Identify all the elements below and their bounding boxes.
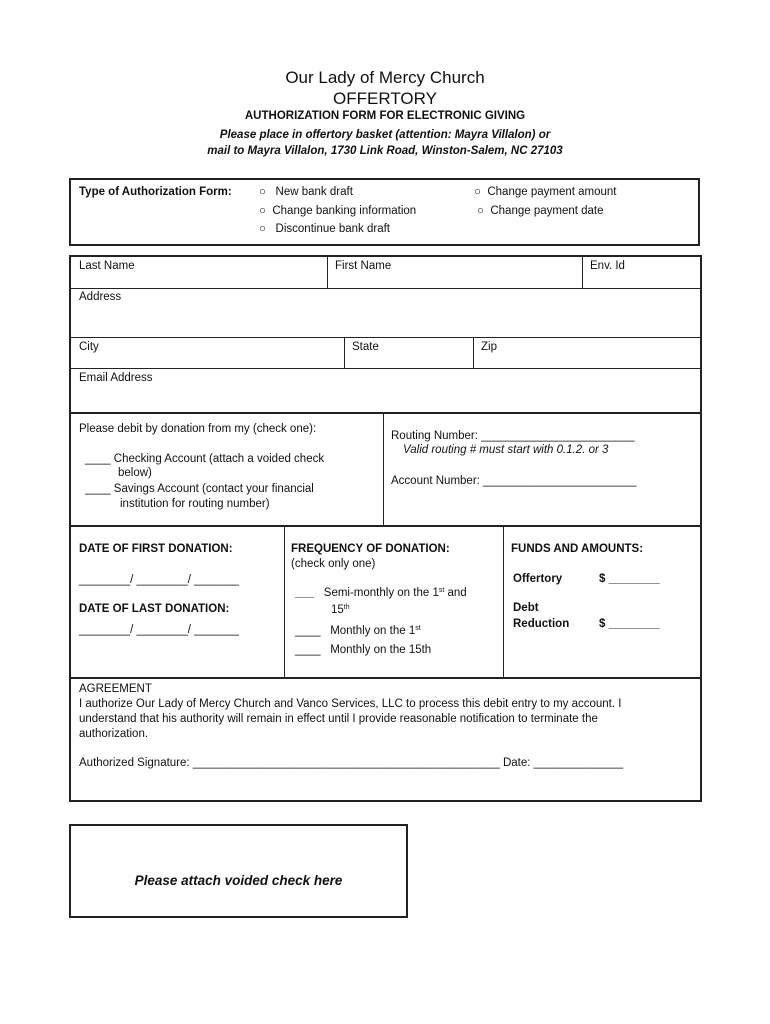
radio-icon: ○	[474, 186, 481, 198]
state-field[interactable]: State	[352, 341, 379, 353]
agreement-line-3: authorization.	[79, 728, 149, 740]
debt-amount[interactable]: $ ________	[599, 618, 660, 630]
agreement-title: AGREEMENT	[79, 683, 152, 695]
address-field[interactable]: Address	[79, 291, 122, 303]
option-label: New bank draft	[275, 186, 353, 198]
discontinue-bank-draft-option[interactable]	[259, 223, 390, 235]
instruction-line-2: mail to Mayra Villalon, 1730 Link Road, Winston-Salem, NC 27103	[207, 145, 563, 157]
monthly-15th-option[interactable]: ____ Monthly on the 15th	[295, 644, 432, 656]
agreement-line-1: I authorize Our Lady of Mercy Church and Vanco Services, LLC to process this debit entry to my account. I	[79, 698, 622, 710]
voided-check-label: Please attach voided check here	[134, 873, 343, 888]
checking-account-option[interactable]: ____ Checking Account (attach a voided check	[85, 453, 325, 465]
frequency-sub: (check only one)	[291, 558, 376, 570]
first-name-field[interactable]: First Name	[335, 260, 392, 272]
city-field[interactable]: City	[79, 341, 99, 353]
signature-line[interactable]: Authorized Signature: ________________________________________________ Date: ______________	[79, 757, 624, 769]
last-name-field[interactable]: Last Name	[79, 260, 135, 272]
option-label: Change banking information	[272, 205, 417, 217]
semi-monthly-15th: 15th	[331, 604, 350, 616]
routing-number-field[interactable]: Routing Number: ________________________	[391, 430, 635, 442]
church-name: Our Lady of Mercy Church	[285, 68, 485, 87]
new-bank-draft-option[interactable]	[259, 186, 353, 198]
option-label: Change payment amount	[487, 186, 617, 198]
semi-monthly-option[interactable]: ___ Semi-monthly on the 1st and	[295, 587, 467, 599]
monthly-1st-option[interactable]: ____ Monthly on the 1st	[295, 625, 421, 637]
frequency-label: FREQUENCY OF DONATION:	[291, 543, 450, 555]
debt-label-2: Reduction	[513, 618, 570, 630]
last-donation-date[interactable]: ________/ ________/ _______	[79, 624, 239, 636]
debit-prompt: Please debit by donation from my (check one):	[79, 423, 317, 435]
voided-check-box	[69, 824, 408, 918]
first-donation-date[interactable]: ________/ ________/ _______	[79, 574, 239, 586]
debt-label-1: Debt	[513, 602, 539, 614]
change-payment-date-option[interactable]	[477, 205, 604, 217]
radio-icon: ○	[259, 223, 266, 235]
instruction-line-1: Please place in offertory basket (attention: Mayra Villalon) or	[219, 129, 551, 141]
option-label: Discontinue bank draft	[275, 223, 390, 235]
change-payment-amount-option[interactable]	[474, 186, 616, 198]
radio-icon: ○	[477, 205, 484, 217]
email-field[interactable]: Email Address	[79, 372, 153, 384]
change-banking-info-option[interactable]	[259, 205, 416, 217]
first-donation-label: DATE OF FIRST DONATION:	[79, 543, 233, 555]
savings-account-note: institution for routing number)	[120, 498, 270, 510]
funds-label: FUNDS AND AMOUNTS:	[511, 543, 644, 555]
authorization-type-box	[69, 178, 700, 246]
last-donation-label: DATE OF LAST DONATION:	[79, 603, 230, 615]
offertory-amount[interactable]: $ ________	[599, 573, 660, 585]
form-title: OFFERTORY	[333, 89, 437, 108]
account-number-field[interactable]: Account Number: ________________________	[391, 475, 637, 487]
main-form-box	[69, 255, 702, 802]
zip-field[interactable]: Zip	[481, 341, 497, 353]
checking-account-note: below)	[118, 467, 152, 479]
agreement-line-2: understand that his authority will remain in effect until I provide reasonable notification to terminate the	[79, 713, 598, 725]
radio-icon: ○	[259, 205, 266, 217]
env-id-field[interactable]: Env. Id	[590, 260, 625, 272]
offertory-label: Offertory	[513, 573, 563, 585]
savings-account-option[interactable]: ____ Savings Account (contact your financial	[85, 483, 314, 495]
radio-icon: ○	[259, 186, 266, 198]
authorization-type-label: Type of Authorization Form:	[79, 186, 232, 198]
form-subtitle: AUTHORIZATION FORM FOR ELECTRONIC GIVING	[244, 110, 526, 122]
option-label: Change payment date	[490, 205, 604, 217]
routing-note: Valid routing # must start with 0.1.2. or 3	[403, 444, 609, 456]
